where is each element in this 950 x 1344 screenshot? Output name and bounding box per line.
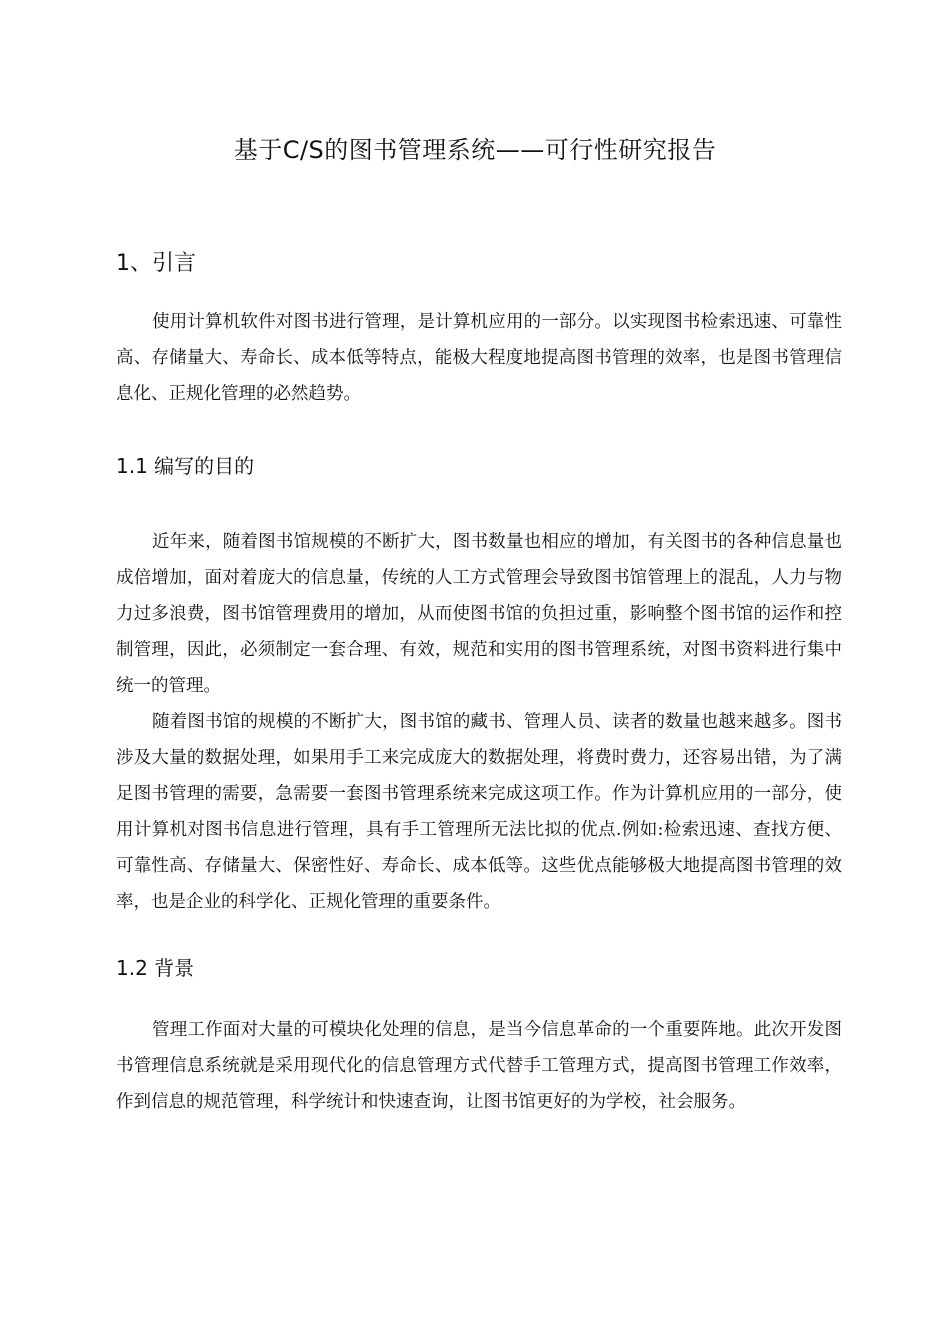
purpose-paragraph-2: 随着图书馆的规模的不断扩大，图书馆的藏书、管理人员、读者的数量也越来越多。图书涉及大量的数据处理，如果用手工来完成庞大的数据处理，将费时费力，还容易出错，为了满足图书管理的需要，急需要一套图书管理系统来完成这项工作。作为计算机应用的一部分，使用计算机对图书信息进行管理，具有手工管理所无法比拟的优点.例如:检索迅速、查找方便、可靠性高、存储量大、保密性好、寿命长、成本低等。这些优点能够极大地提高图书管理的效率，也是企业的科学化、正规化管理的重要条件。 <box>116 712 842 912</box>
section-heading-background: 1.2 背景 <box>116 956 195 980</box>
section-heading-introduction: 1、引言 <box>116 251 196 276</box>
background-paragraph: 管理工作面对大量的可模块化处理的信息，是当今信息革命的一个重要阵地。此次开发图书管理信息系统就是采用现代化的信息管理方式代替手工管理方式，提高图书管理工作效率，作到信息的规范管理，科学统计和快速查询，让图书馆更好的为学校，社会服务。 <box>116 1020 842 1112</box>
document-title: 基于C/S的图书管理系统——可行性研究报告 <box>233 136 717 164</box>
introduction-paragraph: 使用计算机软件对图书进行管理，是计算机应用的一部分。以实现图书检索迅速、可靠性高、存储量大、寿命长、成本低等特点，能极大程度地提高图书管理的效率，也是图书管理信息化、正规化管理的必然趋势。 <box>116 312 842 404</box>
purpose-paragraph-1: 近年来，随着图书馆规模的不断扩大，图书数量也相应的增加，有关图书的各种信息量也成倍增加，面对着庞大的信息量，传统的人工方式管理会导致图书馆管理上的混乱，人力与物力过多浪费，图书馆管理费用的增加，从而使图书馆的负担过重，影响整个图书馆的运作和控制管理，因此，必须制定一套合理、有效，规范和实用的图书管理系统，对图书资料进行集中统一的管理。 <box>116 532 842 696</box>
section-heading-purpose: 1.1 编写的目的 <box>116 454 255 478</box>
